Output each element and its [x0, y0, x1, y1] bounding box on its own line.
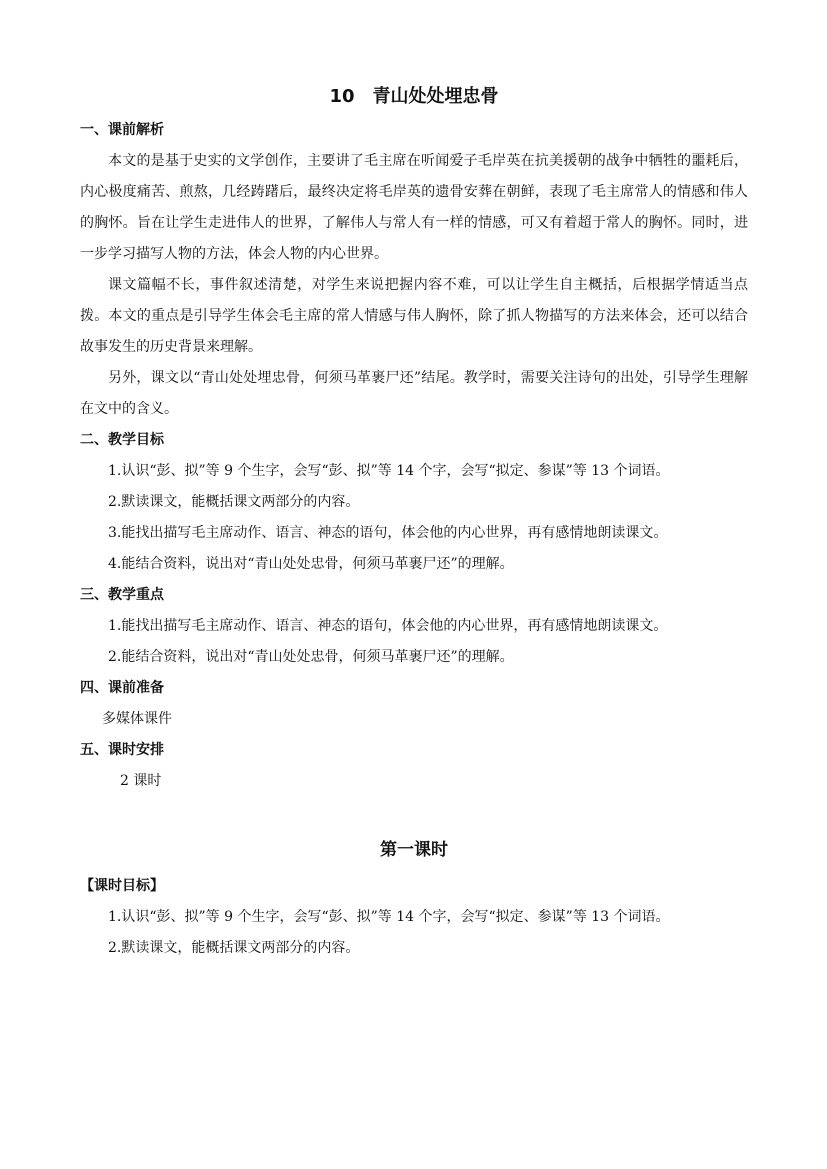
lesson-goals-heading: 【课时目标】: [80, 878, 164, 894]
section-heading: 三、教学重点: [80, 587, 164, 603]
list-item: 2.能结合资料，说出对“青山处处忠骨，何须马革裹尸还”的理解。: [108, 649, 514, 665]
list-item: 2.默读课文，能概括课文两部分的内容。: [108, 494, 360, 510]
section-heading: 一、课前解析: [80, 122, 164, 138]
lesson-title: 第一课时: [380, 840, 448, 860]
lesson-one: [80, 835, 748, 964]
paragraph: 多媒体课件: [102, 711, 172, 727]
paragraph: 课文篇幅不长，事件叙述清楚，对学生来说把握内容不难，可以让学生自主概括，后根据学情适当点拨。本文的重点是引导学生体会毛主席的常人情感与伟人胸怀，除了抓人物描写的方法来体会，还可以结合故事发生的历史背景来理解。: [80, 277, 748, 355]
document-title: 10 青山处处埋忠骨: [329, 86, 499, 107]
list-item: 1.认识“彭、拟”等 9 个生字，会写“彭、拟”等 14 个字，会写“拟定、参谋”等 13 个词语。: [108, 909, 670, 925]
section-heading: 四、课前准备: [80, 680, 164, 696]
paragraph: 本文的是基于史实的文学创作，主要讲了毛主席在听闻爱子毛岸英在抗美援朝的战争中牺牲的噩耗后，内心极度痛苦、煎熬，几经踌躇后，最终决定将毛岸英的遗骨安葬在朝鲜，表现了毛主席常人的情感和伟人的胸怀。旨在让学生走进伟人的世界，了解伟人与常人有一样的情感，可又有着超于常人的胸怀。同时，进一步学习描写人物的方法，体会人物的内心世界。: [80, 153, 748, 262]
list-item: 4.能结合资料，说出对“青山处处忠骨，何须马革裹尸还”的理解。: [108, 556, 514, 572]
document-page: [80, 82, 748, 964]
section-pre-analysis: [80, 115, 748, 425]
list-item: 1.认识“彭、拟”等 9 个生字，会写“彭、拟”等 14 个字，会写“拟定、参谋”等 13 个词语。: [108, 463, 670, 479]
section-teaching-goals: [80, 425, 748, 580]
list-item: 2.默读课文，能概括课文两部分的内容。: [108, 940, 360, 956]
list-item: 1.能找出描写毛主席动作、语言、神态的语句，体会他的内心世界，再有感情地朗读课文。: [108, 618, 668, 634]
paragraph: 2 课时: [120, 773, 162, 789]
section-preparation: [80, 673, 748, 735]
section-schedule: [80, 735, 748, 797]
section-heading: 二、教学目标: [80, 432, 164, 448]
list-item: 3.能找出描写毛主席动作、语言、神态的语句，体会他的内心世界，再有感情地朗读课文。: [108, 525, 668, 541]
section-teaching-focus: [80, 580, 748, 673]
section-heading: 五、课时安排: [80, 742, 164, 758]
paragraph: 另外，课文以“青山处处埋忠骨，何须马革裹尸还”结尾。教学时，需要关注诗句的出处，引导学生理解在文中的含义。: [80, 370, 748, 417]
